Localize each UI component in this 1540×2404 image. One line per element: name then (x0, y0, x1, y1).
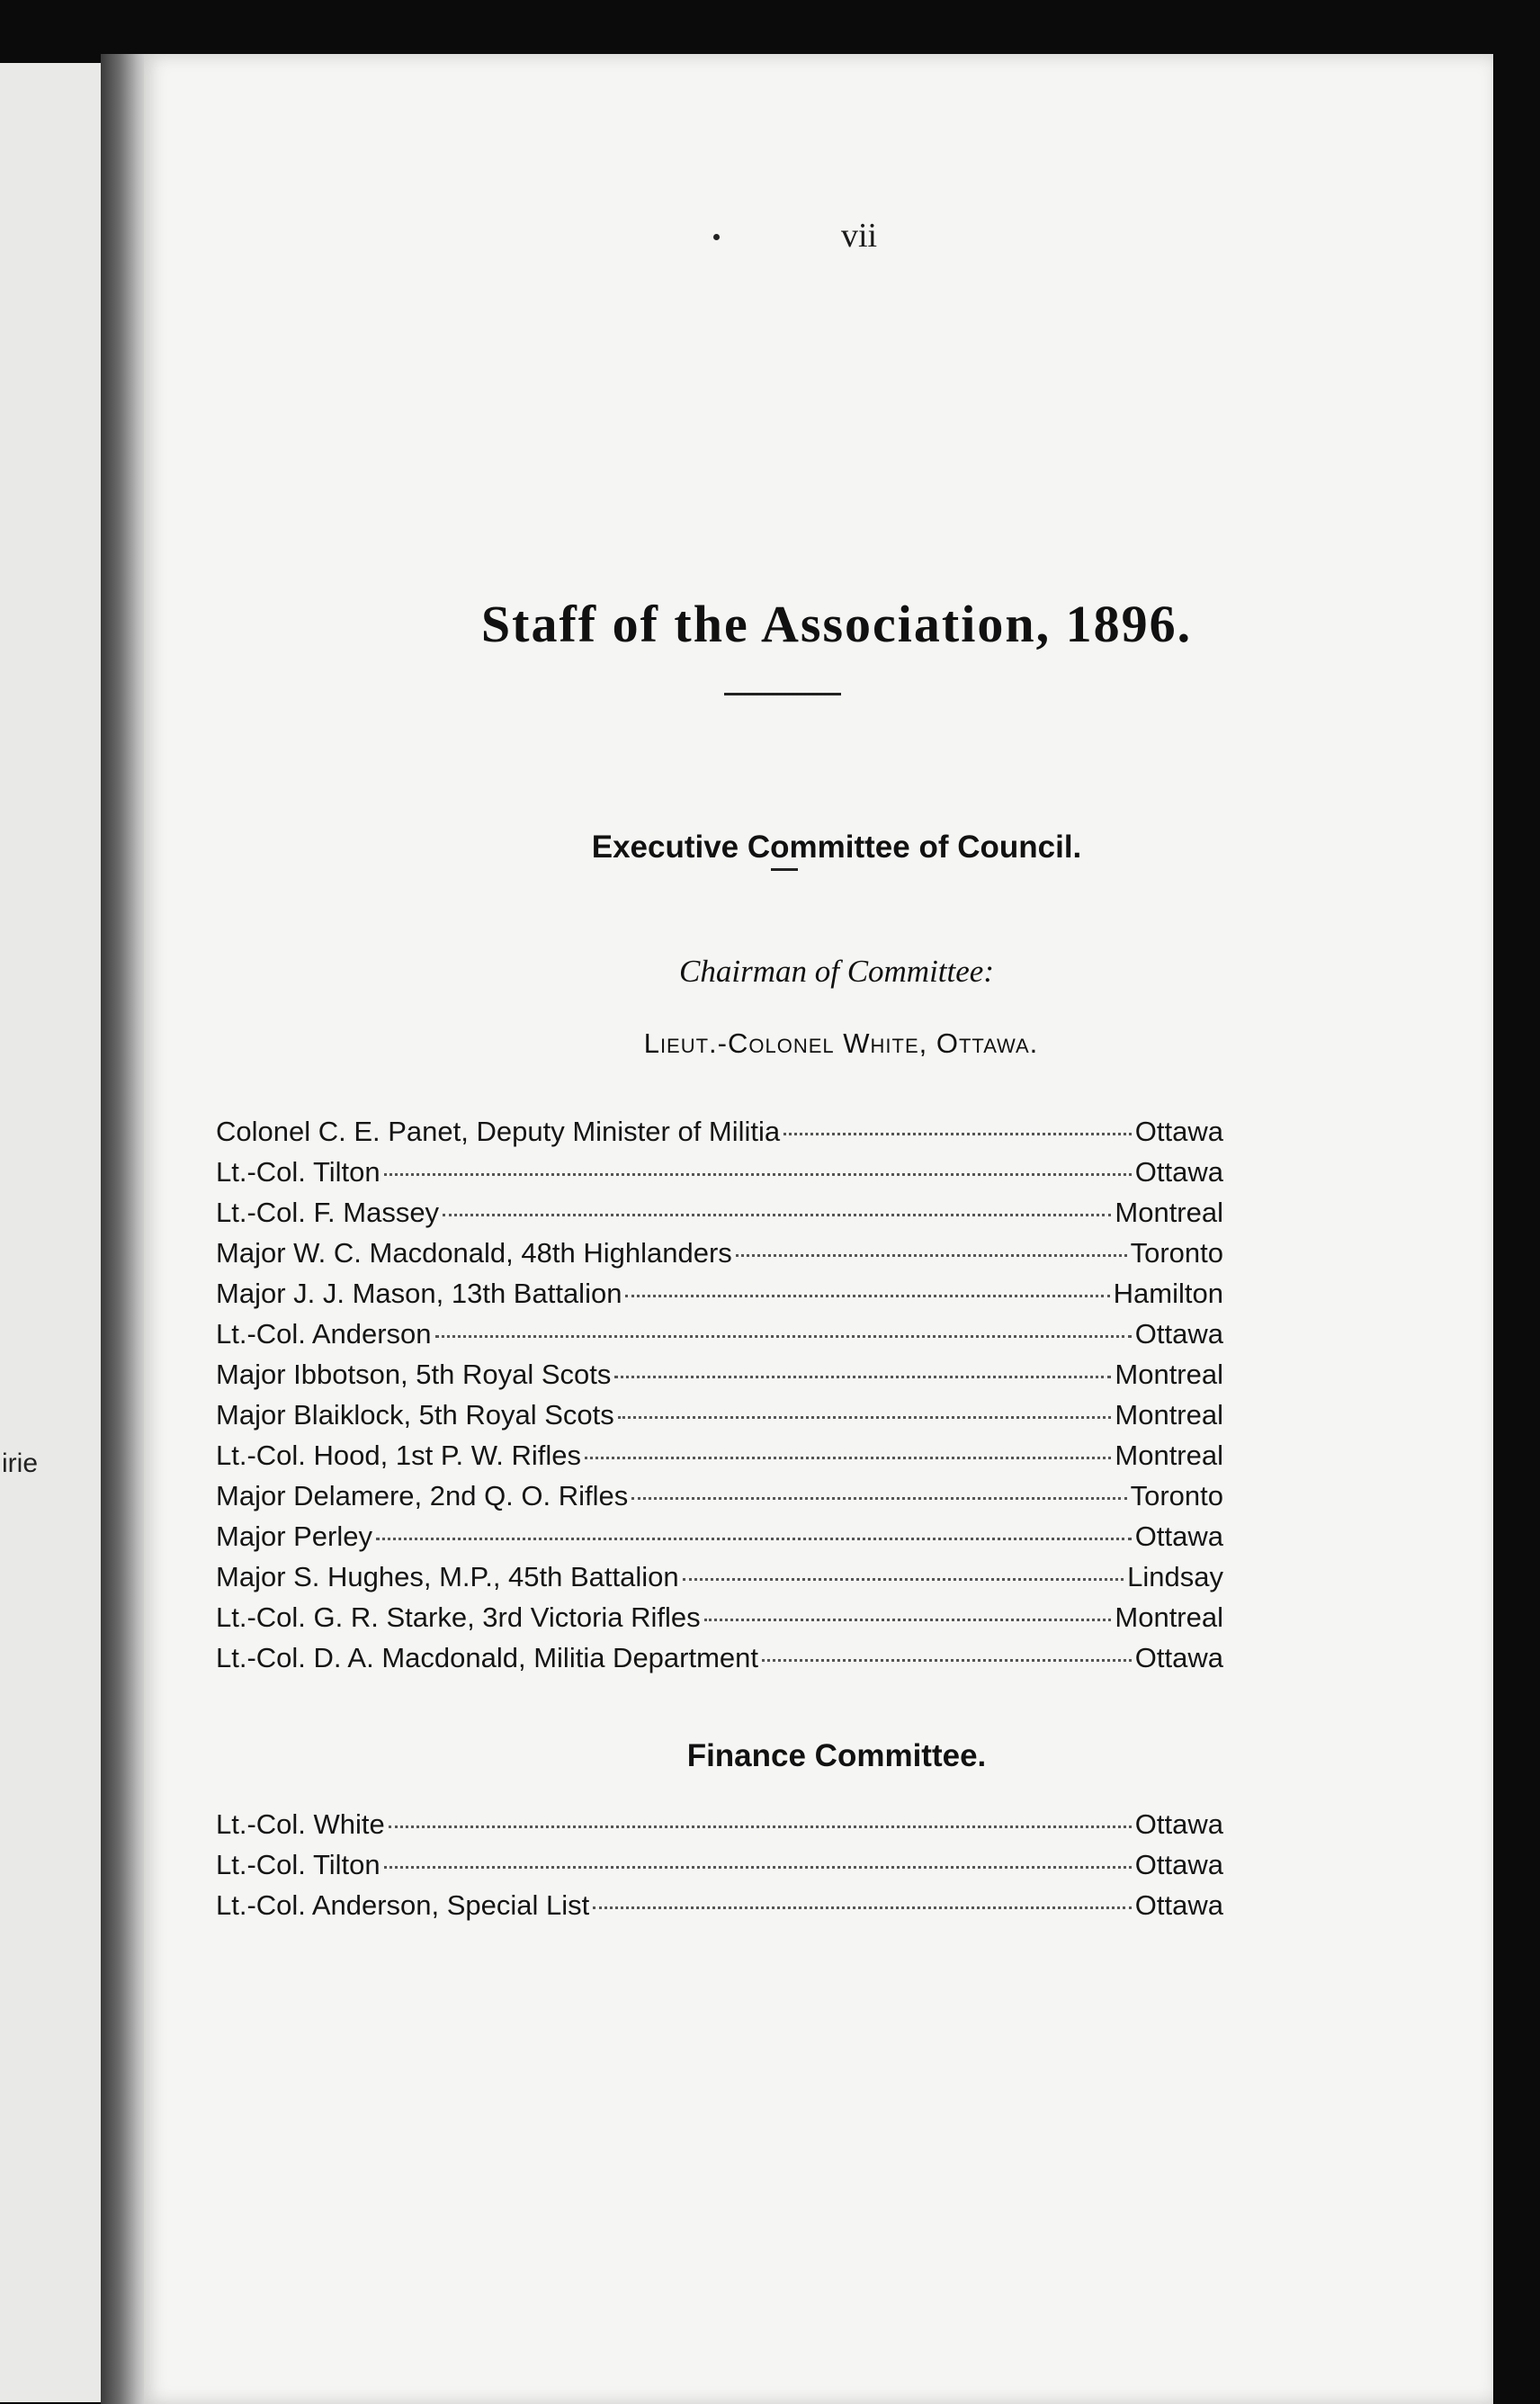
dot-leader (384, 1866, 1132, 1869)
member-place: Ottawa (1134, 1520, 1223, 1552)
member-place: Ottawa (1134, 1808, 1223, 1840)
member-place: Montreal (1115, 1359, 1223, 1390)
dot-leader (376, 1538, 1132, 1540)
committee-member-row (216, 1399, 1223, 1440)
member-name: Lt.-Col. D. A. Macdonald, Militia Department (216, 1642, 759, 1673)
member-place: Toronto (1130, 1480, 1223, 1511)
page-title: Staff of the Association, 1896. (480, 595, 1193, 653)
title-divider (724, 693, 841, 695)
member-name: Major Ibbotson, 5th Royal Scots (216, 1359, 612, 1390)
member-name: Major J. J. Mason, 13th Battalion (216, 1278, 622, 1309)
committee-member-row (216, 1278, 1223, 1318)
dot-leader (631, 1497, 1126, 1500)
member-name: Major Delamere, 2nd Q. O. Rifles (216, 1480, 629, 1511)
committee-member-row (216, 1440, 1223, 1480)
member-name: Major Perley (216, 1520, 372, 1552)
committee-member-row (216, 1156, 1223, 1197)
committee-member-row (216, 1561, 1223, 1601)
executive-committee-heading: Executive Committee of Council. (591, 830, 1082, 865)
member-place: Montreal (1115, 1440, 1223, 1471)
dot-leader (704, 1619, 1112, 1621)
member-name: Colonel C. E. Panet, Deputy Minister of Militia (216, 1116, 781, 1147)
member-place: Montreal (1115, 1197, 1223, 1228)
member-place: Lindsay (1127, 1561, 1223, 1592)
left-page-text-fragment: irie (2, 1449, 39, 1478)
member-name: Major Blaiklock, 5th Royal Scots (216, 1399, 614, 1431)
dot-leader (593, 1906, 1132, 1909)
member-name: Lt.-Col. Hood, 1st P. W. Rifles (216, 1440, 582, 1471)
dot-leader (736, 1254, 1127, 1257)
dot-leader (625, 1295, 1109, 1297)
committee-member-row (216, 1849, 1223, 1889)
member-place: Ottawa (1134, 1849, 1223, 1880)
member-name: Lt.-Col. White (216, 1808, 385, 1840)
member-name: Major W. C. Macdonald, 48th Highlanders (216, 1237, 732, 1269)
dot-leader (585, 1457, 1111, 1459)
dot-leader (614, 1376, 1111, 1378)
dot-leader (443, 1214, 1111, 1216)
committee-member-row (216, 1642, 1223, 1682)
committee-member-row (216, 1237, 1223, 1278)
committee-member-row (216, 1197, 1223, 1237)
dot-leader (435, 1335, 1132, 1338)
committee-member-row (216, 1889, 1223, 1930)
member-name: Lt.-Col. Anderson, Special List (216, 1889, 590, 1921)
chairman-name: Lieut.-Colonel White, Ottawa. (643, 1027, 1039, 1059)
dot-leader (389, 1825, 1132, 1828)
member-place: Montreal (1115, 1601, 1223, 1633)
chairman-label: Chairman of Committee: (679, 954, 994, 989)
committee-member-row (216, 1808, 1223, 1849)
member-place: Ottawa (1134, 1889, 1223, 1921)
member-place: Ottawa (1134, 1156, 1223, 1188)
dot-leader (762, 1659, 1132, 1662)
dot-leader (384, 1173, 1132, 1176)
member-place: Toronto (1130, 1237, 1223, 1269)
section-divider (771, 868, 798, 871)
member-name: Lt.-Col. Anderson (216, 1318, 432, 1350)
member-place: Ottawa (1134, 1642, 1223, 1673)
dot-leader (618, 1416, 1112, 1419)
member-place: Ottawa (1134, 1116, 1223, 1147)
finance-committee-list (216, 1808, 1223, 1930)
member-name: Lt.-Col. F. Massey (216, 1197, 440, 1228)
committee-member-row (216, 1480, 1223, 1520)
member-name: Lt.-Col. Tilton (216, 1849, 381, 1880)
ink-dot-mark (713, 234, 720, 240)
finance-committee-heading: Finance Committee. (686, 1738, 987, 1773)
committee-member-row (216, 1318, 1223, 1359)
member-name: Lt.-Col. G. R. Starke, 3rd Victoria Rifles (216, 1601, 701, 1633)
page-number: vii (840, 217, 878, 255)
committee-member-row (216, 1520, 1223, 1561)
left-page (0, 63, 106, 2402)
member-place: Hamilton (1113, 1278, 1223, 1309)
committee-member-row (216, 1359, 1223, 1399)
member-name: Lt.-Col. Tilton (216, 1156, 381, 1188)
member-place: Montreal (1115, 1399, 1223, 1431)
committee-member-row (216, 1116, 1223, 1156)
committee-member-row (216, 1601, 1223, 1642)
dot-leader (783, 1133, 1132, 1135)
member-place: Ottawa (1134, 1318, 1223, 1350)
executive-committee-list (216, 1116, 1223, 1682)
dot-leader (683, 1578, 1124, 1581)
member-name: Major S. Hughes, M.P., 45th Battalion (216, 1561, 679, 1592)
document-page (144, 54, 1493, 2404)
